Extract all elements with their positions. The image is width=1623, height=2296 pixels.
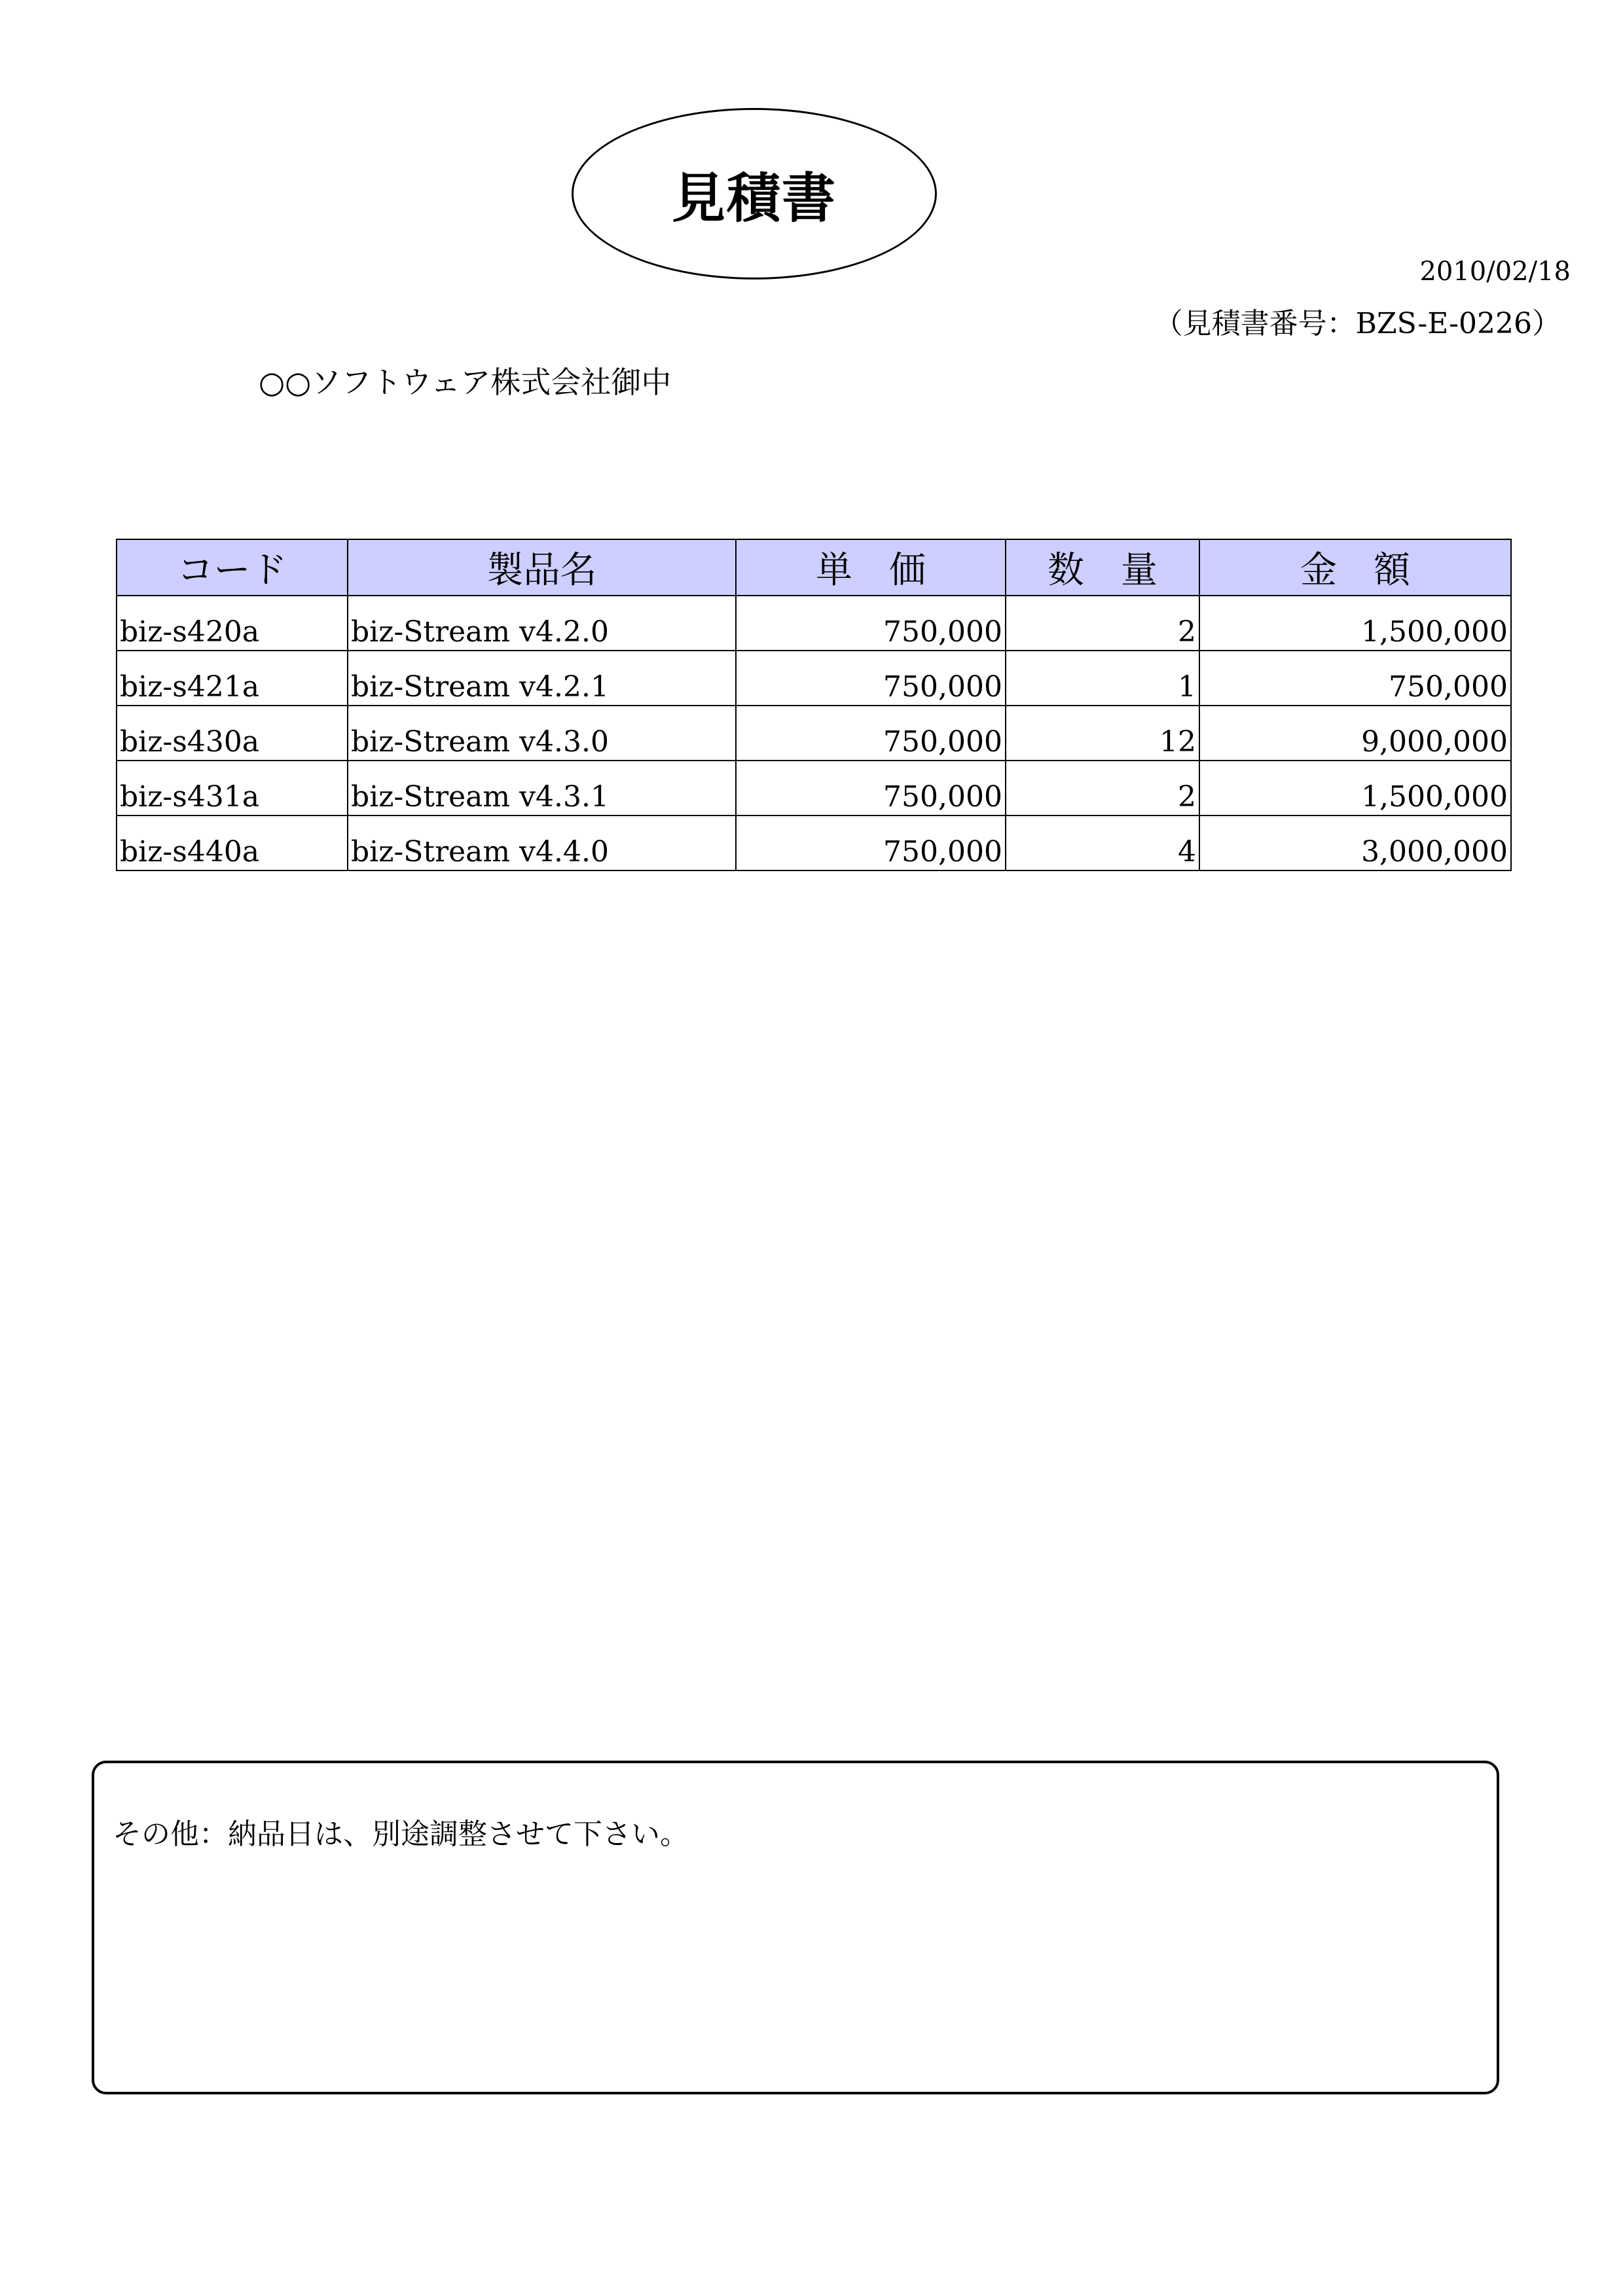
items-table (116, 539, 1512, 871)
cell-product: biz-Stream v4.3.1 (348, 761, 736, 816)
cell-product: biz-Stream v4.2.1 (348, 651, 736, 706)
header-amount: 金 額 (1199, 539, 1511, 596)
cell-quantity: 2 (1006, 761, 1199, 816)
cell-code: biz-s440a (117, 816, 348, 870)
cell-amount: 1,500,000 (1199, 596, 1511, 651)
cell-product: biz-Stream v4.3.0 (348, 706, 736, 761)
header-unit-price: 単 価 (736, 539, 1006, 596)
cell-quantity: 1 (1006, 651, 1199, 706)
cell-product: biz-Stream v4.2.0 (348, 596, 736, 651)
cell-unit-price: 750,000 (736, 706, 1006, 761)
table-row (117, 761, 1511, 816)
cell-unit-price: 750,000 (736, 816, 1006, 870)
document-date: 2010/02/18 (1419, 257, 1571, 287)
header-quantity: 数 量 (1006, 539, 1199, 596)
cell-unit-price: 750,000 (736, 596, 1006, 651)
header-product: 製品名 (348, 539, 736, 596)
notes-text: その他：納品日は、別途調整させて下さい。 (113, 1818, 689, 1851)
cell-amount: 750,000 (1199, 651, 1511, 706)
table-row (117, 651, 1511, 706)
cell-amount: 3,000,000 (1199, 816, 1511, 870)
title-ellipse (572, 108, 937, 279)
cell-quantity: 12 (1006, 706, 1199, 761)
page-title: 見積書 (671, 167, 837, 230)
table-row (117, 816, 1511, 870)
cell-unit-price: 750,000 (736, 761, 1006, 816)
header-code: コード (117, 539, 348, 596)
cell-code: biz-s431a (117, 761, 348, 816)
table-row (117, 706, 1511, 761)
cell-unit-price: 750,000 (736, 651, 1006, 706)
cell-product: biz-Stream v4.4.0 (348, 816, 736, 870)
table-row (117, 596, 1511, 651)
table-header-row (117, 539, 1511, 596)
cell-code: biz-s421a (117, 651, 348, 706)
cell-code: biz-s420a (117, 596, 348, 651)
addressee: ○○ソフトウェア株式会社御中 (259, 365, 672, 400)
cell-quantity: 2 (1006, 596, 1199, 651)
cell-amount: 1,500,000 (1199, 761, 1511, 816)
quote-number: （見積書番号：BZS-E-0226） (1154, 307, 1561, 340)
cell-quantity: 4 (1006, 816, 1199, 870)
cell-code: biz-s430a (117, 706, 348, 761)
notes-box (92, 1761, 1499, 2094)
cell-amount: 9,000,000 (1199, 706, 1511, 761)
